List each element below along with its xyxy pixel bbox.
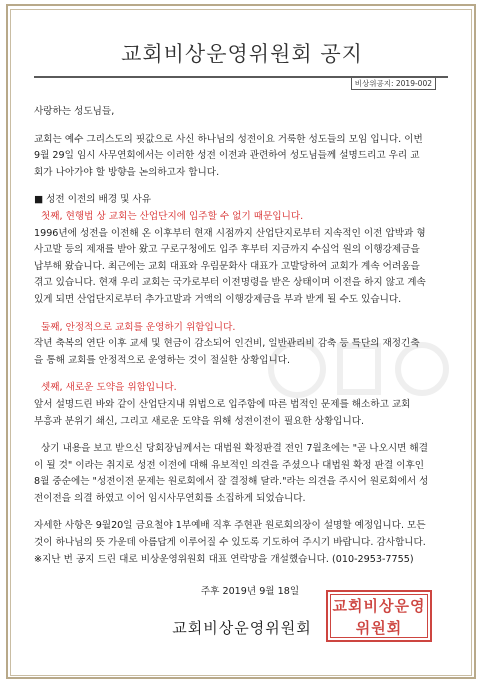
reason-1-line: 사고발 등의 제재를 받아 왔고 구로구청에도 입주 후부터 지금까지 수십억 원의 이행강제금을 xyxy=(34,244,420,256)
reason-1-line: 있게 되면 산업단지로부터 추가고발과 거액의 이행강제금을 부과 받게 될 수도 있습니다. xyxy=(34,293,402,305)
reason-2-title: 둘째, 안정적으로 교회를 운영하기 위함입니다. xyxy=(41,321,236,333)
summary-line: 전이전을 의결 하였고 이어 임시사무연회를 소집하게 되었습니다. xyxy=(34,492,306,504)
intro-line: 9월 29일 임시 사무연회에서는 이러한 성전 이전과 관련하여 성도님들께 설명드리고 우리 교 xyxy=(34,150,420,162)
reason-3-line: 부흥과 분위기 쇄신, 그리고 새로운 도약을 위해 성전이전이 필요한 상황입니다. xyxy=(34,415,365,427)
reason-1-title: 첫째, 현행법 상 교회는 산업단지에 입주할 수 없기 때문입니다. xyxy=(41,210,304,222)
official-seal xyxy=(326,590,432,642)
reason-3-line: 앞서 설명드린 바와 같이 산업단지내 위법으로 입주함에 따른 법적인 문제를 해소하고 교회 xyxy=(34,398,411,410)
reason-1-line: 납부해 왔습니다. 최근에는 교회 대표와 우림문화사 대표가 고발당하여 교회가 계속 어려움을 xyxy=(34,260,420,272)
intro-line: 교회는 예수 그리스도의 핏값으로 사신 하나님의 성전이요 거룩한 성도들의 모임 입니다. 이번 xyxy=(34,133,423,145)
closing-line: 자세한 사항은 9월20일 금요철야 1부예배 직후 주현관 원로회의장이 설명할 예정입니다. 모든 xyxy=(34,520,426,532)
intro-line: 회가 나아가야 할 방향을 논의하고자 합니다. xyxy=(34,166,220,178)
reason-2-line: 작년 축복의 연단 이후 교세 및 현금이 감소되어 인건비, 일반관리비 감축 등 특단의 재정긴축 xyxy=(34,338,420,350)
notice-body xyxy=(34,104,450,568)
reason-1-line: 겪고 있습니다. 현재 우리 교회는 국가로부터 이전명령을 받은 상태이며 이전을 하지 않고 계속 xyxy=(34,277,426,289)
greeting: 사랑하는 성도님들, xyxy=(34,106,115,117)
reason-3-title: 셋째, 새로운 도약을 위함입니다. xyxy=(41,382,177,394)
summary-line: 8월 중순에는 "성전이전 문제는 원로회에서 잘 결정해 달라."라는 의견을 주시어 원로회에서 성 xyxy=(34,476,429,488)
notice-date: 주후 2019년 9월 18일 xyxy=(200,586,300,597)
contact-note: ※지난 번 공지 드린 대로 비상운영위원회 대표 연락망을 개설했습니다. (010-2953-7755) xyxy=(34,553,414,565)
reason-1-line: 1996년에 성전을 이전해 온 이후부터 현재 시점까지 산업단지로부터 지속적인 이전 압박과 형 xyxy=(34,227,426,239)
section-heading: ■ 성전 이전의 배경 및 사유 xyxy=(34,194,151,206)
closing-line: 것이 하나님의 뜻 가운데 아름답게 이루어질 수 있도록 기도하여 주시기 바랍니다. 감사합니다. xyxy=(34,537,426,549)
summary-line: 이 될 것" 이라는 취지로 성전 이전에 대해 유보적인 의견을 주셨으나 대법원 확정 판결 이후인 xyxy=(34,459,425,471)
signature: 교회비상운영위원회 xyxy=(172,619,312,637)
reason-2-line: 을 통해 교회를 안정적으로 운영하는 것이 절실한 상황입니다. xyxy=(34,354,291,366)
document-number: 비상위공지: 2019-002 xyxy=(351,78,436,90)
seal-text: 교회비상운영위원회 xyxy=(332,597,426,637)
summary-line: 상기 내용을 보고 받으신 당회장님께서는 대법원 확정판결 전인 7월초에는 "곧 나오시면 해결 xyxy=(41,443,428,455)
notice-title: 교회비상운영위원회 공지 xyxy=(121,42,363,66)
